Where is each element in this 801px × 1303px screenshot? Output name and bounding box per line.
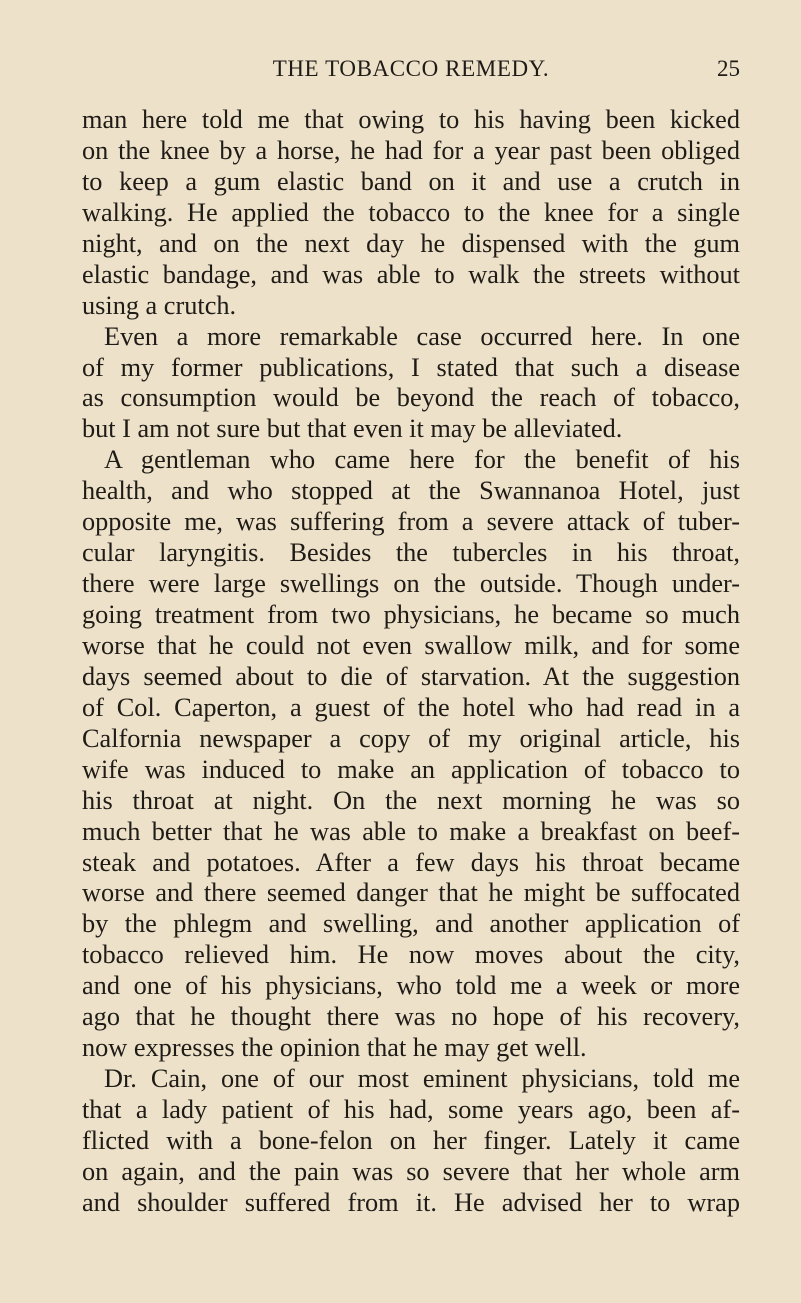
text-line: but I am not sure but that even it may be alleviated. xyxy=(82,414,623,444)
text-line: of Col. Caperton, a guest of the hotel who had read in a xyxy=(82,692,740,722)
running-title: THE TOBACCO REMEDY. xyxy=(272,56,550,81)
text-line: man here told me that owing to his having been kicked xyxy=(82,105,740,134)
text-line: Even a more remarkable case occurred here. In one xyxy=(104,321,740,351)
text-line: of my former publications, I stated that such a disease xyxy=(82,352,740,382)
text-line: A gentleman who came here for the benefit of his xyxy=(104,445,740,475)
text-line: by the phlegm and swelling, and another application of xyxy=(82,909,740,939)
text-line: on the knee by a horse, he had for a year past been obliged xyxy=(82,135,740,165)
text-line: cular laryngitis. Besides the tubercles in his throat, xyxy=(82,538,740,568)
text-line: on again, and the pain was so severe that her whole arm xyxy=(82,1156,740,1186)
text-line: health, and who stopped at the Swannanoa Hotel, just xyxy=(82,476,740,506)
text-line: using a crutch. xyxy=(82,290,237,320)
text-line: flicted with a bone-felon on her finger. Lately it came xyxy=(82,1125,740,1155)
text-line: steak and potatoes. After a few days his throat became xyxy=(82,847,740,877)
text-line: and shoulder suffered from it. He advised her to wrap xyxy=(82,1187,740,1217)
text-line: tobacco relieved him. He now moves about the city, xyxy=(82,940,740,970)
page-number: 25 xyxy=(717,56,740,81)
text-line: that a lady patient of his had, some years ago, been af- xyxy=(82,1095,740,1124)
text-line: going treatment from two physicians, he became so much xyxy=(82,600,740,629)
text-line: to keep a gum elastic band on it and use a crutch in xyxy=(82,166,740,196)
body-text xyxy=(82,105,740,1219)
text-line: his throat at night. On the next morning he was so xyxy=(82,785,740,815)
text-line: as consumption would be beyond the reach of tobacco, xyxy=(82,383,740,413)
text-line: wife was induced to make an application of tobacco to xyxy=(82,754,740,784)
text-line: walking. He applied the tobacco to the knee for a single xyxy=(82,197,740,227)
text-line: Calfornia newspaper a copy of my original article, his xyxy=(82,723,740,753)
text-line: night, and on the next day he dispensed with the gum xyxy=(82,228,740,258)
text-line: elastic bandage, and was able to walk the streets without xyxy=(82,259,740,289)
text-line: Dr. Cain, one of our most eminent physicians, told me xyxy=(104,1064,740,1094)
running-head xyxy=(82,52,740,86)
text-line: now expresses the opinion that he may get well. xyxy=(82,1033,587,1063)
text-line: worse that he could not even swallow milk, and for some xyxy=(82,630,740,660)
text-line: opposite me, was suffering from a severe attack of tuber- xyxy=(82,507,740,537)
text-line: much better that he was able to make a breakfast on beef- xyxy=(82,816,740,846)
text-line: days seemed about to die of starvation. At the suggestion xyxy=(82,661,740,691)
text-line: worse and there seemed danger that he might be suffocated xyxy=(82,878,740,908)
text-line: ago that he thought there was no hope of his recovery, xyxy=(82,1002,740,1032)
text-line: and one of his physicians, who told me a week or more xyxy=(82,971,740,1001)
text-line: there were large swellings on the outside. Though under- xyxy=(82,569,740,599)
